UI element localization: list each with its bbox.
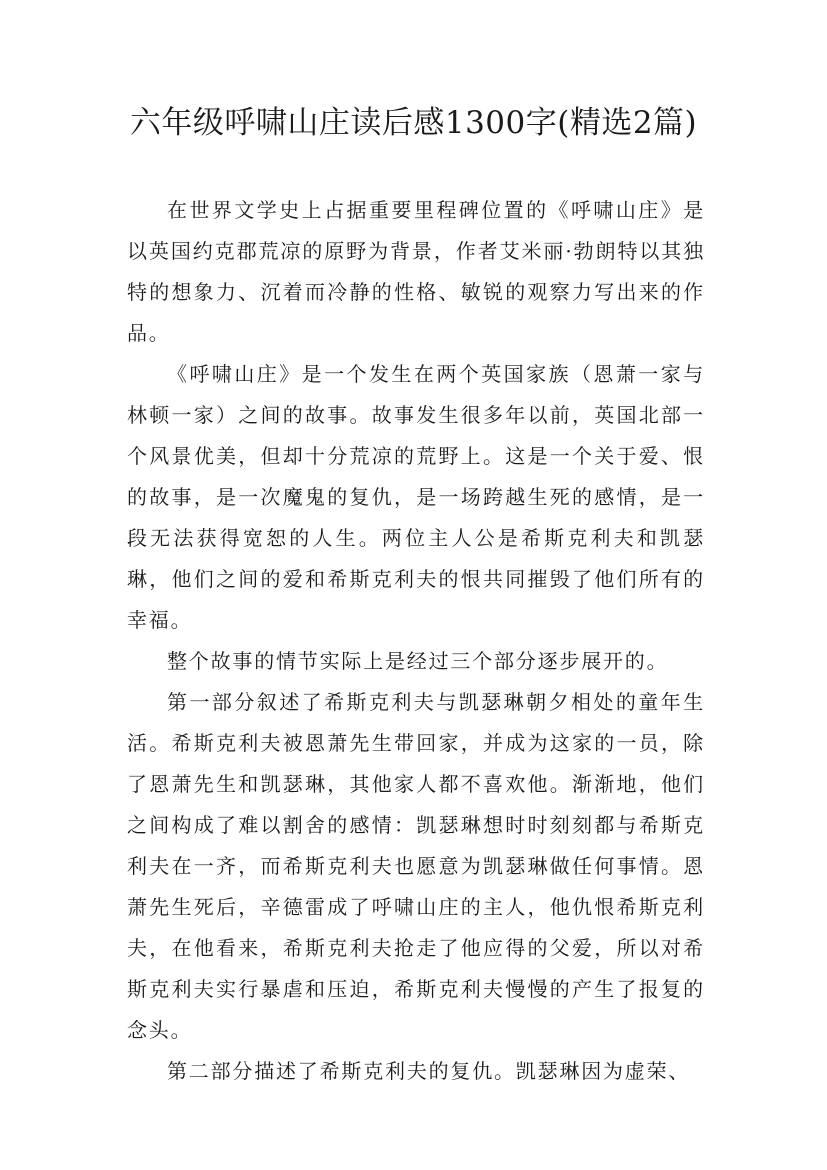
document-body xyxy=(127,190,705,1092)
paragraph-1: 在世界文学史上占据重要里程碑位置的《呼啸山庄》是以英国约克郡荒凉的原野为背景，作者艾米丽·勃朗特以其独特的想象力、沉着而冷静的性格、敏锐的观察力写出来的作品。 xyxy=(127,198,705,345)
document-title: 六年级呼啸山庄读后感1300字(精选2篇) xyxy=(129,105,698,141)
paragraph-4: 第一部分叙述了希斯克利夫与凯瑟琳朝夕相处的童年生活。希斯克利夫被恩萧先生带回家，并成为这家的一员，除了恩萧先生和凯瑟琳，其他家人都不喜欢他。渐渐地，他们之间构成了难以割舍的感情：凯瑟琳想时时刻刻都与希斯克利夫在一齐，而希斯克利夫也愿意为凯瑟琳做任何事情。恩萧先生死后，辛德雷成了呼啸山庄的主人，他仇恨希斯克利夫，在他看来，希斯克利夫抢走了他应得的父爱，所以对希斯克利夫实行暴虐和压迫，希斯克利夫慢慢的产生了报复的念头。 xyxy=(127,690,705,1042)
paragraph-2: 《呼啸山庄》是一个发生在两个英国家族（恩萧一家与林顿一家）之间的故事。故事发生很多年以前，英国北部一个风景优美，但却十分荒凉的荒野上。这是一个关于爱、恨的故事，是一次魔鬼的复仇，是一场跨越生死的感情，是一段无法获得宽恕的人生。两位主人公是希斯克利夫和凯瑟琳，他们之间的爱和希斯克利夫的恨共同摧毁了他们所有的幸福。 xyxy=(127,362,705,632)
paragraph-5: 第二部分描述了希斯克利夫的复仇。凯瑟琳因为虚荣、 xyxy=(167,1059,691,1083)
paragraph-3: 整个故事的情节实际上是经过三个部分逐步展开的。 xyxy=(167,649,669,673)
